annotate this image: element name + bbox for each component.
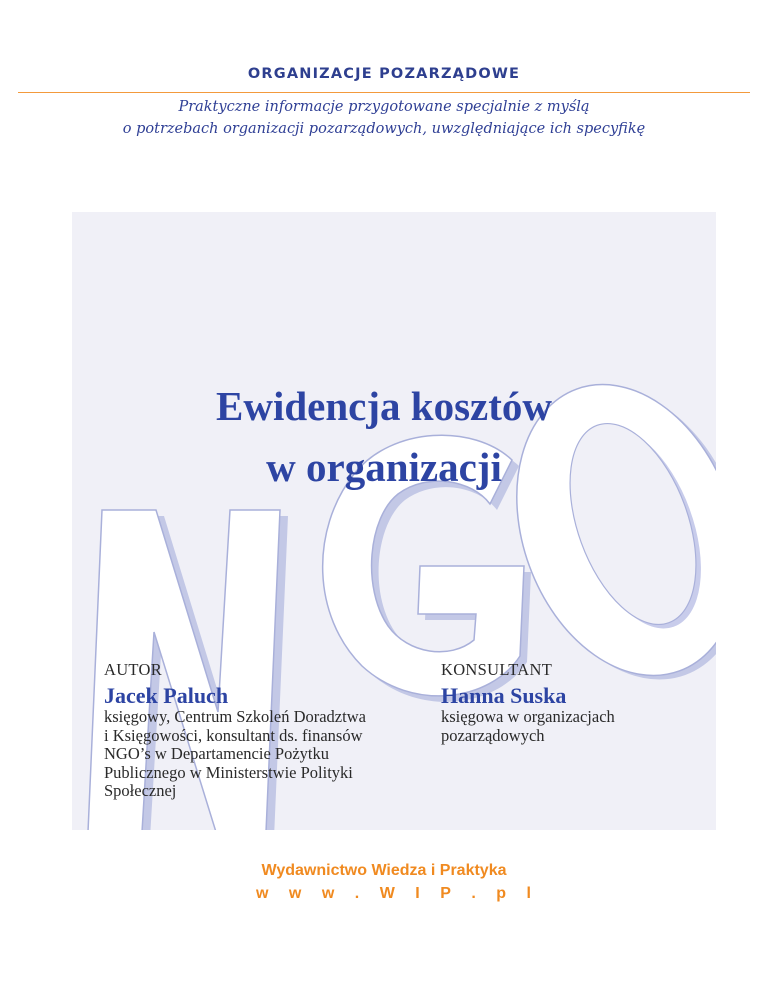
website-char: .	[471, 885, 476, 902]
author-role-label: AUTOR	[104, 660, 163, 679]
author-description-line: NGO’s w Departamencie Pożytku	[104, 744, 329, 764]
website-char: W	[379, 885, 395, 902]
author-description	[104, 708, 366, 801]
website-char: w	[288, 885, 302, 902]
author-description-line: księgowy, Centrum Szkoleń Doradztwa	[104, 707, 366, 726]
author-name: Jacek Paluch	[104, 683, 229, 708]
consultant-role-label: KONSULTANT	[441, 660, 553, 679]
website-char: w	[321, 885, 335, 902]
author-description-line: Publicznego w Ministerstwie Polityki	[104, 762, 353, 782]
tagline-line-1: Praktyczne informacje przygotowane specjalnie z myślą	[178, 99, 590, 115]
consultant-description-line: pozarządowych	[441, 725, 545, 745]
author-description-line: i Księgowości, konsultant ds. finansów	[104, 725, 363, 745]
series-title: ORGANIZACJE POZARZĄDOWE	[247, 66, 521, 82]
website-char: I	[415, 885, 420, 902]
publisher-name: Wydawnictwo Wiedza i Praktyka	[261, 862, 507, 879]
author-description-line: Społecznej	[104, 781, 177, 801]
consultant-name: Hanna Suska	[441, 683, 567, 708]
consultant-description-line: księgowa w organizacjach	[441, 707, 615, 726]
website-char: P	[440, 885, 451, 902]
book-title-line-1: Ewidencja kosztów	[216, 383, 552, 429]
header-divider	[18, 92, 750, 93]
website-char: l	[526, 885, 531, 902]
website-char: w	[256, 885, 269, 902]
publisher-website	[256, 885, 531, 903]
tagline-line-2: o potrzebach organizacji pozarządowych, uwzględniające ich specyfikę	[122, 121, 646, 137]
website-char: .	[354, 885, 360, 902]
website-char: p	[496, 885, 507, 902]
book-title-line-2: w organizacji	[266, 444, 502, 490]
consultant-description	[441, 708, 615, 745]
